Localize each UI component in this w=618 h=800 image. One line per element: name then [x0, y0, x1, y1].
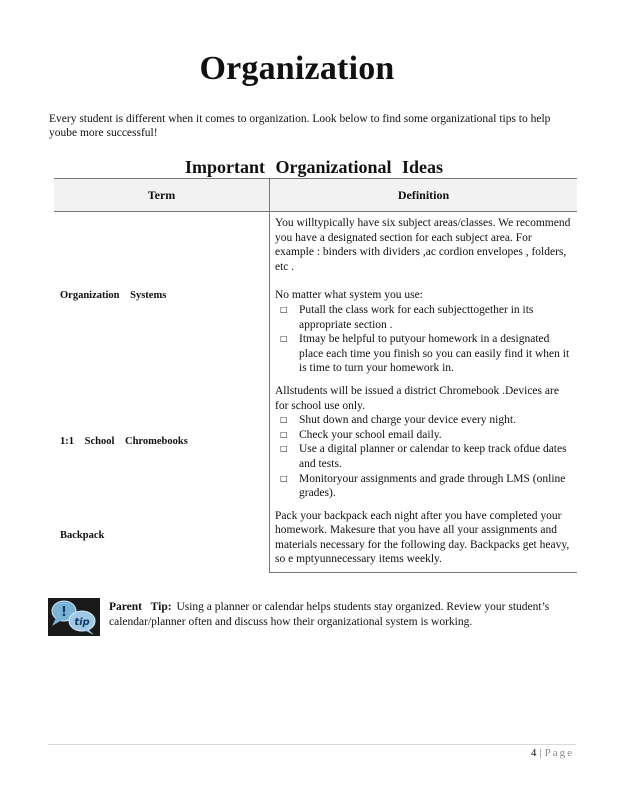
footer-separator: |: [539, 747, 542, 759]
parent-tip: [109, 600, 575, 630]
definition-paragraph: Allstudents will be issued a district Chromebook .Devices are for school use only.: [275, 384, 559, 412]
definition-paragraph: No matter what system you use:: [275, 289, 423, 302]
list-item: [275, 303, 571, 332]
term-school-chromebooks: 1:1 School Chromebooks: [60, 436, 188, 448]
list-item-text: Itmay be helpful to putyour homework in a designated place each time you finish so you can easily find it when it is time to turn your homework in.: [299, 333, 570, 375]
bullet-icon: □: [280, 473, 288, 483]
definition-bullet-list: [275, 303, 571, 376]
definition-paragraph: Pack your backpack each night after you have completed your homework. Makesure that you have all your assignments and materials necessary for the following day. Backpacks get heavy, so e mptyunnecessary items weekly.: [275, 509, 570, 566]
tip-label-icon: tip: [74, 617, 90, 628]
definition-paragraph: You willtypically have six subject areas/classes. We recommend you have a designated section for each subject area. For example : binders with dividers ,ac cordion envelopes , folders, etc .: [275, 217, 571, 273]
organizational-ideas-table: [54, 178, 577, 573]
page-title: Organization: [199, 50, 395, 87]
definition-bullet-list: [275, 413, 571, 501]
table-row: [54, 212, 577, 380]
footer-divider: [48, 744, 576, 745]
term-organization-systems: Organization Systems: [60, 289, 167, 301]
bullet-icon: □: [280, 334, 288, 344]
parent-tip-label: Parent Tip:: [109, 601, 172, 613]
definition-cell: [270, 505, 578, 573]
list-item: [275, 442, 571, 471]
list-item-text: Putall the class work for each subjecttogether in its appropriate section .: [299, 303, 534, 331]
list-item-text: Use a digital planner or calendar to keep track ofdue dates and tests.: [299, 443, 567, 470]
page-label: Page: [544, 747, 574, 759]
table-title: Important Organizational Ideas: [184, 157, 443, 177]
definition-cell: [270, 380, 578, 505]
speech-bubbles-tip-icon: [48, 598, 100, 636]
list-item: [275, 413, 571, 428]
bullet-icon: □: [280, 444, 288, 454]
list-item-text: Monitoryour assignments and grade through LMS (online grades).: [299, 472, 566, 500]
list-item-text: Check your school email daily.: [299, 428, 442, 441]
page-footer: [531, 747, 574, 759]
term-backpack: Backpack: [60, 529, 105, 541]
definition-cell: [270, 212, 578, 380]
table-row: [54, 505, 577, 573]
list-item: [275, 332, 571, 376]
intro-paragraph: Every student is different when it comes to organization. Look below to find some organizational tips to help yoube more successful!: [49, 113, 551, 139]
table-header-row: [54, 179, 577, 212]
page-number: 4: [530, 747, 537, 759]
exclamation-icon: !: [61, 605, 67, 620]
list-item: [275, 472, 571, 501]
bullet-icon: □: [280, 415, 288, 425]
bullet-icon: □: [280, 429, 288, 439]
table-row: [54, 380, 577, 505]
term-column-header: Term: [54, 179, 270, 212]
list-item-text: Shut down and charge your device every night.: [299, 414, 516, 427]
bullet-icon: □: [280, 304, 288, 314]
parent-tip-text: Using a planner or calendar helps students stay organized. Review your student’s calendar/planner often and discuss how their organizational system is working.: [109, 601, 550, 628]
list-item: [275, 428, 571, 443]
definition-column-header: Definition: [270, 179, 578, 212]
